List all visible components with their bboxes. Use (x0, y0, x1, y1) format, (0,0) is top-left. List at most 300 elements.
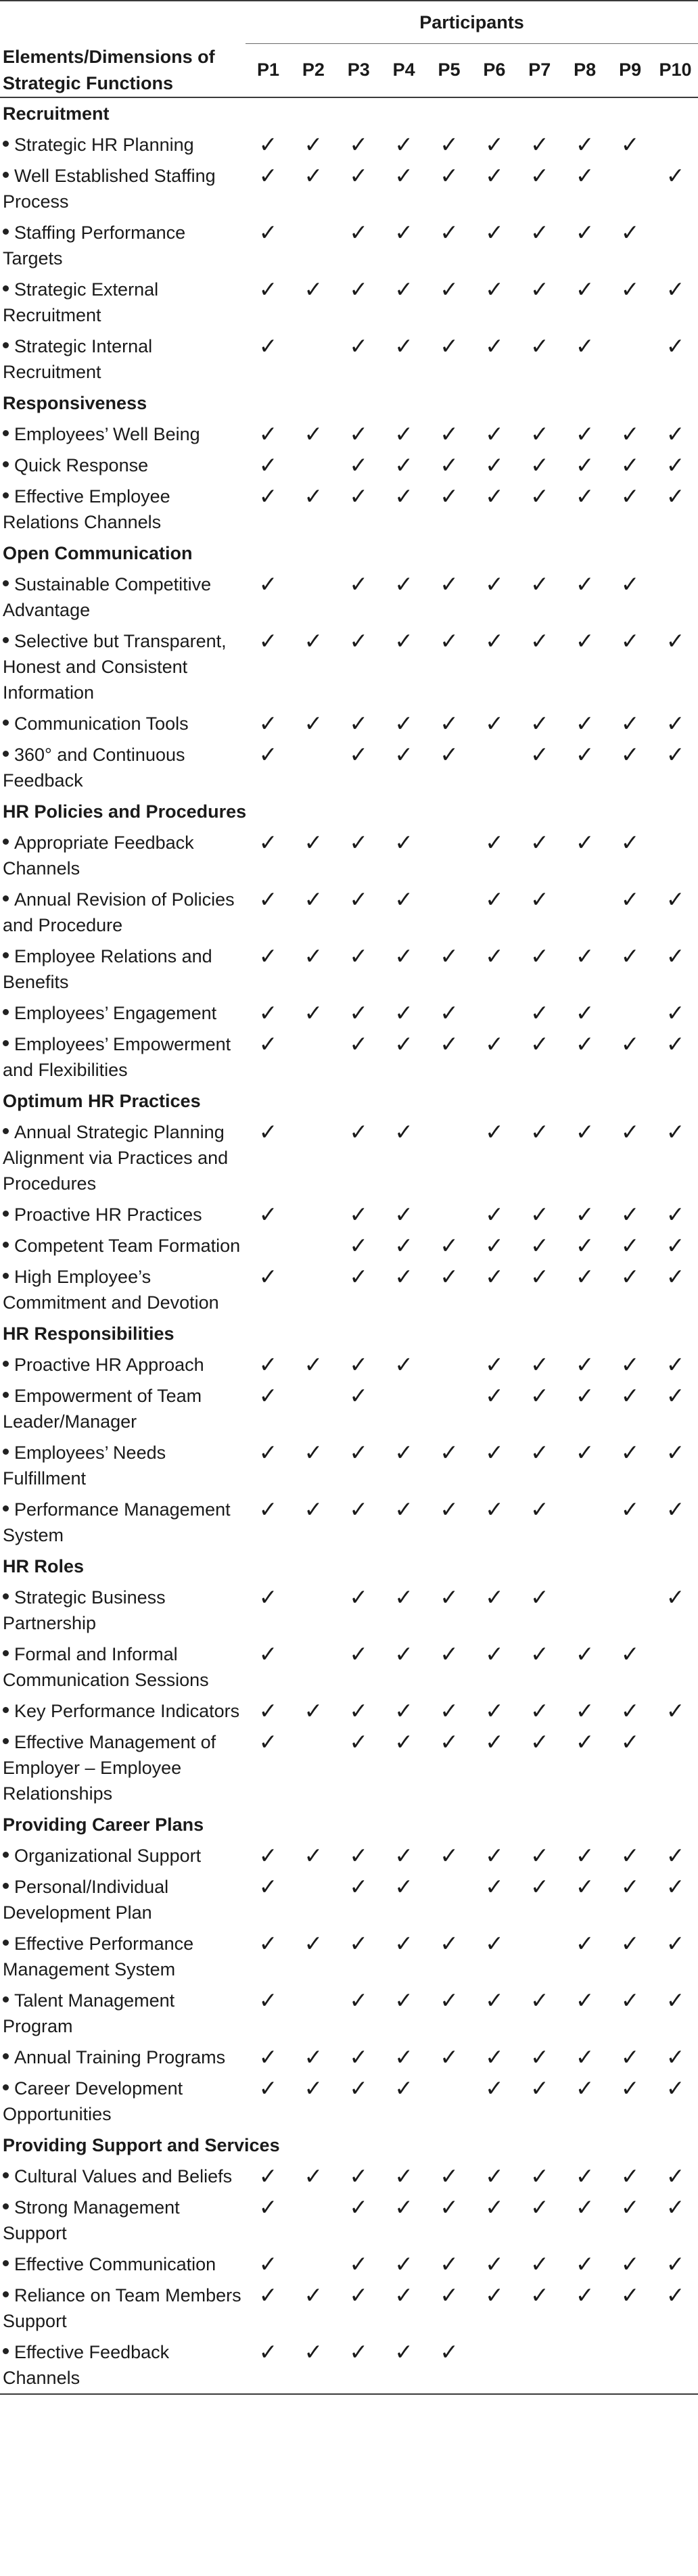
check-icon: ✓ (485, 451, 504, 478)
check-icon: ✓ (258, 2162, 278, 2189)
mark-cell (246, 1199, 291, 1230)
mark-cell (246, 1582, 291, 1639)
mark-cell (517, 331, 562, 388)
mark-cell (562, 1639, 607, 1695)
check-icon: ✓ (440, 451, 459, 478)
section-row (0, 1085, 698, 1117)
item-label: Sustainable Competitive Advantage (3, 573, 212, 620)
check-icon: ✓ (575, 1030, 595, 1057)
check-icon: ✓ (530, 1728, 549, 1755)
table-row (0, 160, 698, 217)
mark-cell (607, 217, 653, 274)
mark-cell (427, 419, 472, 450)
check-icon: ✓ (258, 1382, 278, 1409)
check-icon: ✓ (394, 2193, 413, 2220)
mark-cell (381, 419, 427, 450)
mark-cell (381, 1117, 427, 1199)
mark-cell (562, 2280, 607, 2337)
check-icon: ✓ (258, 1495, 278, 1522)
check-icon: ✓ (620, 2281, 640, 2308)
check-icon: ✓ (575, 162, 595, 189)
section-row (0, 1551, 698, 1582)
bullet-icon (3, 1211, 9, 1217)
mark-cell (246, 129, 291, 160)
participant-heading-p4: P4 (381, 44, 427, 97)
check-icon: ✓ (440, 1030, 459, 1057)
check-icon: ✓ (485, 709, 504, 736)
mark-cell (653, 1117, 698, 1199)
check-icon: ✓ (258, 2074, 278, 2101)
check-icon: ✓ (440, 1986, 459, 2013)
bullet-icon (3, 637, 9, 643)
check-icon: ✓ (440, 162, 459, 189)
mark-cell (653, 2073, 698, 2130)
check-icon: ✓ (575, 332, 595, 359)
check-icon: ✓ (485, 885, 504, 912)
mark-cell (291, 450, 336, 481)
mark-cell (246, 2161, 291, 2192)
mark-cell (562, 1871, 607, 1928)
check-icon: ✓ (304, 1929, 323, 1957)
check-icon: ✓ (620, 2162, 640, 2189)
mark-cell (336, 450, 381, 481)
check-icon: ✓ (349, 885, 369, 912)
check-icon: ✓ (304, 2338, 323, 2365)
check-icon: ✓ (258, 1873, 278, 1900)
mark-cell (291, 1494, 336, 1551)
section-row (0, 2130, 698, 2161)
check-icon: ✓ (440, 131, 459, 158)
mark-cell (427, 129, 472, 160)
mark-cell (427, 2161, 472, 2192)
mark-cell (381, 1871, 427, 1928)
mark-cell (246, 2042, 291, 2073)
item-label-cell (0, 1380, 246, 1437)
check-icon: ✓ (304, 627, 323, 654)
check-icon: ✓ (349, 1030, 369, 1057)
mark-cell (427, 217, 472, 274)
check-icon: ✓ (349, 1583, 369, 1610)
mark-cell (246, 941, 291, 998)
check-icon: ✓ (304, 2043, 323, 2070)
mark-cell (653, 419, 698, 450)
mark-cell (517, 450, 562, 481)
mark-cell (336, 739, 381, 796)
section-row (0, 1318, 698, 1349)
mark-cell (653, 1639, 698, 1695)
check-icon: ✓ (620, 1728, 640, 1755)
check-icon: ✓ (575, 741, 595, 768)
mark-cell (607, 1871, 653, 1928)
mark-cell (336, 1985, 381, 2042)
mark-cell (381, 1494, 427, 1551)
check-icon: ✓ (304, 275, 323, 302)
item-label-cell (0, 998, 246, 1029)
check-icon: ✓ (440, 942, 459, 969)
bullet-icon (3, 2260, 9, 2266)
section-title: Open Communication (3, 542, 193, 563)
check-icon: ✓ (349, 420, 369, 447)
mark-cell (246, 1985, 291, 2042)
mark-cell (471, 2073, 517, 2130)
check-icon: ✓ (258, 2250, 278, 2277)
item-label: Employees’ Empowerment and Flexibilities (3, 1033, 231, 1080)
mark-cell (562, 1199, 607, 1230)
check-icon: ✓ (666, 162, 685, 189)
check-icon: ✓ (530, 162, 549, 189)
mark-cell (291, 1582, 336, 1639)
check-icon: ✓ (349, 942, 369, 969)
check-icon: ✓ (349, 131, 369, 158)
check-icon: ✓ (485, 942, 504, 969)
item-label: Effective Management of Employer – Employee Relationships (3, 1731, 216, 1804)
check-icon: ✓ (530, 1118, 549, 1145)
check-icon: ✓ (394, 451, 413, 478)
mark-cell (381, 2073, 427, 2130)
check-icon: ✓ (530, 1200, 549, 1227)
mark-cell (562, 2337, 607, 2394)
mark-cell (517, 2280, 562, 2337)
check-icon: ✓ (349, 1728, 369, 1755)
check-icon: ✓ (394, 2162, 413, 2189)
mark-cell (517, 1117, 562, 1199)
mark-cell (607, 1349, 653, 1380)
mark-cell (517, 941, 562, 998)
item-label: Talent Management Program (3, 1990, 175, 2036)
mark-cell (653, 941, 698, 998)
mark-cell (336, 1871, 381, 1928)
mark-cell (607, 481, 653, 538)
mark-cell (246, 419, 291, 450)
check-icon: ✓ (530, 1438, 549, 1466)
mark-cell (607, 1029, 653, 1085)
check-icon: ✓ (485, 2074, 504, 2101)
mark-cell (517, 129, 562, 160)
check-icon: ✓ (530, 1873, 549, 1900)
mark-cell (381, 129, 427, 160)
item-label: Effective Feedback Channels (3, 2341, 170, 2388)
check-icon: ✓ (304, 885, 323, 912)
mark-cell (336, 2249, 381, 2280)
check-icon: ✓ (258, 275, 278, 302)
header-blank-cell (0, 1, 246, 44)
check-icon: ✓ (620, 1382, 640, 1409)
mark-cell (336, 998, 381, 1029)
mark-cell (336, 941, 381, 998)
mark-cell (427, 1727, 472, 1809)
mark-cell (336, 569, 381, 626)
check-icon: ✓ (666, 627, 685, 654)
item-label-cell (0, 626, 246, 708)
table-row (0, 2192, 698, 2249)
check-icon: ✓ (620, 741, 640, 768)
mark-cell (291, 626, 336, 708)
mark-cell (336, 2337, 381, 2394)
mark-cell (427, 1029, 472, 1085)
table-row (0, 1437, 698, 1494)
table-row (0, 1928, 698, 1985)
mark-cell (291, 2249, 336, 2280)
check-icon: ✓ (575, 2250, 595, 2277)
mark-cell (381, 569, 427, 626)
item-label: Selective but Transparent, Honest and Consistent Information (3, 630, 227, 703)
table-row (0, 827, 698, 884)
check-icon: ✓ (620, 1495, 640, 1522)
item-label: Cultural Values and Beliefs (14, 2165, 233, 2186)
check-icon: ✓ (394, 1200, 413, 1227)
check-icon: ✓ (394, 1351, 413, 1378)
check-icon: ✓ (620, 2043, 640, 2070)
check-icon: ✓ (304, 1495, 323, 1522)
mark-cell (336, 2280, 381, 2337)
item-label: Performance Management System (3, 1499, 231, 1545)
check-icon: ✓ (394, 942, 413, 969)
check-icon: ✓ (258, 1640, 278, 1667)
mark-cell (471, 1117, 517, 1199)
check-icon: ✓ (304, 2281, 323, 2308)
item-label: Proactive HR Approach (14, 1354, 204, 1375)
mark-cell (471, 481, 517, 538)
mark-cell (607, 1199, 653, 1230)
check-icon: ✓ (304, 942, 323, 969)
mark-cell (336, 419, 381, 450)
mark-cell (291, 1695, 336, 1727)
check-icon: ✓ (620, 1929, 640, 1957)
check-icon: ✓ (258, 627, 278, 654)
mark-cell (427, 1639, 472, 1695)
item-label: Competent Team Formation (14, 1235, 241, 1256)
mark-cell (381, 1840, 427, 1871)
mark-cell (517, 1840, 562, 1871)
mark-cell (471, 1727, 517, 1809)
check-icon: ✓ (620, 131, 640, 158)
bullet-icon (3, 229, 9, 235)
mark-cell (336, 1117, 381, 1199)
check-icon: ✓ (620, 451, 640, 478)
table-row (0, 481, 698, 538)
check-icon: ✓ (258, 570, 278, 597)
check-icon: ✓ (394, 828, 413, 856)
item-label: Well Established Staffing Process (3, 165, 216, 212)
mark-cell (381, 941, 427, 998)
check-icon: ✓ (666, 332, 685, 359)
bullet-icon (3, 2203, 9, 2209)
check-icon: ✓ (666, 1697, 685, 1724)
item-label-cell (0, 1840, 246, 1871)
mark-cell (246, 1349, 291, 1380)
check-icon: ✓ (440, 1583, 459, 1610)
check-icon: ✓ (349, 1200, 369, 1227)
mark-cell (562, 1117, 607, 1199)
bullet-icon (3, 2348, 9, 2354)
mark-cell (291, 827, 336, 884)
mark-cell (562, 160, 607, 217)
bullet-icon (3, 1940, 9, 1946)
mark-cell (517, 1261, 562, 1318)
mark-cell (653, 1380, 698, 1437)
item-label-cell (0, 1928, 246, 1985)
mark-cell (607, 2192, 653, 2249)
mark-cell (653, 2280, 698, 2337)
check-icon: ✓ (666, 1873, 685, 1900)
mark-cell (291, 1871, 336, 1928)
mark-cell (562, 2161, 607, 2192)
mark-cell (517, 1871, 562, 1928)
bullet-icon (3, 141, 9, 147)
item-label-cell (0, 419, 246, 450)
check-icon: ✓ (530, 1351, 549, 1378)
check-icon: ✓ (349, 2043, 369, 2070)
table-row (0, 1985, 698, 2042)
check-icon: ✓ (394, 332, 413, 359)
mark-cell (336, 274, 381, 331)
mark-cell (471, 1029, 517, 1085)
mark-cell (381, 1349, 427, 1380)
check-icon: ✓ (530, 1030, 549, 1057)
table-row (0, 2042, 698, 2073)
table-row (0, 1380, 698, 1437)
mark-cell (607, 1695, 653, 1727)
mark-cell (607, 884, 653, 941)
mark-cell (291, 2161, 336, 2192)
check-icon: ✓ (258, 1697, 278, 1724)
item-label: Effective Communication (14, 2253, 216, 2274)
bullet-icon (3, 1361, 9, 1367)
check-icon: ✓ (530, 1583, 549, 1610)
section-row (0, 796, 698, 827)
mark-cell (291, 1985, 336, 2042)
mark-cell (607, 274, 653, 331)
mark-cell (381, 1261, 427, 1318)
bullet-icon (3, 1738, 9, 1744)
mark-cell (427, 481, 472, 538)
table-row (0, 450, 698, 481)
mark-cell (291, 2337, 336, 2394)
check-icon: ✓ (575, 2193, 595, 2220)
bullet-icon (3, 1040, 9, 1046)
check-icon: ✓ (485, 1495, 504, 1522)
check-icon: ✓ (530, 1263, 549, 1290)
mark-cell (471, 626, 517, 708)
check-icon: ✓ (394, 1728, 413, 1755)
check-icon: ✓ (258, 1986, 278, 2013)
mark-cell (562, 419, 607, 450)
mark-cell (517, 739, 562, 796)
item-label-cell (0, 160, 246, 217)
check-icon: ✓ (620, 1263, 640, 1290)
mark-cell (336, 1029, 381, 1085)
mark-cell (517, 827, 562, 884)
check-icon: ✓ (394, 1030, 413, 1057)
item-label: Effective Performance Management System (3, 1933, 194, 1980)
bullet-icon (3, 720, 9, 726)
check-icon: ✓ (258, 482, 278, 509)
mark-cell (607, 708, 653, 739)
check-icon: ✓ (349, 1351, 369, 1378)
check-icon: ✓ (440, 709, 459, 736)
mark-cell (427, 2192, 472, 2249)
mark-cell (653, 450, 698, 481)
check-icon: ✓ (575, 1842, 595, 1869)
mark-cell (471, 450, 517, 481)
check-icon: ✓ (530, 1382, 549, 1409)
check-icon: ✓ (258, 942, 278, 969)
mark-cell (381, 1029, 427, 1085)
table-row (0, 1582, 698, 1639)
mark-cell (562, 708, 607, 739)
mark-cell (653, 2161, 698, 2192)
mark-cell (246, 2192, 291, 2249)
mark-cell (246, 1840, 291, 1871)
check-icon: ✓ (349, 332, 369, 359)
check-icon: ✓ (485, 2250, 504, 2277)
check-icon: ✓ (666, 1263, 685, 1290)
mark-cell (246, 1727, 291, 1809)
mark-cell (562, 739, 607, 796)
check-icon: ✓ (530, 2250, 549, 2277)
mark-cell (291, 2280, 336, 2337)
mark-cell (291, 569, 336, 626)
check-icon: ✓ (304, 131, 323, 158)
mark-cell (336, 1199, 381, 1230)
mark-cell (246, 1230, 291, 1261)
mark-cell (381, 739, 427, 796)
header-row-columns (0, 44, 698, 97)
check-icon: ✓ (575, 709, 595, 736)
check-icon: ✓ (304, 1697, 323, 1724)
mark-cell (517, 569, 562, 626)
check-icon: ✓ (530, 828, 549, 856)
check-icon: ✓ (620, 420, 640, 447)
mark-cell (246, 274, 291, 331)
check-icon: ✓ (666, 1351, 685, 1378)
check-icon: ✓ (440, 1438, 459, 1466)
mark-cell (653, 827, 698, 884)
check-icon: ✓ (575, 2281, 595, 2308)
mark-cell (336, 827, 381, 884)
mark-cell (381, 217, 427, 274)
item-label: Key Performance Indicators (14, 1700, 240, 1721)
check-icon: ✓ (394, 1873, 413, 1900)
mark-cell (653, 1840, 698, 1871)
mark-cell (607, 1985, 653, 2042)
mark-cell (427, 1494, 472, 1551)
participant-heading-p2: P2 (291, 44, 336, 97)
mark-cell (427, 2280, 472, 2337)
mark-cell (291, 1029, 336, 1085)
mark-cell (653, 1928, 698, 1985)
check-icon: ✓ (349, 1640, 369, 1667)
mark-cell (607, 739, 653, 796)
item-label-cell (0, 569, 246, 626)
mark-cell (471, 1928, 517, 1985)
mark-cell (381, 1380, 427, 1437)
check-icon: ✓ (530, 482, 549, 509)
bullet-icon (3, 172, 9, 178)
mark-cell (246, 217, 291, 274)
item-label-cell (0, 1199, 246, 1230)
bullet-icon (3, 952, 9, 958)
mark-cell (607, 2073, 653, 2130)
mark-cell (653, 2042, 698, 2073)
check-icon: ✓ (575, 1640, 595, 1667)
mark-cell (381, 481, 427, 538)
mark-cell (653, 1029, 698, 1085)
mark-cell (471, 2249, 517, 2280)
mark-cell (336, 1437, 381, 1494)
check-icon: ✓ (485, 1929, 504, 1957)
check-icon: ✓ (258, 709, 278, 736)
